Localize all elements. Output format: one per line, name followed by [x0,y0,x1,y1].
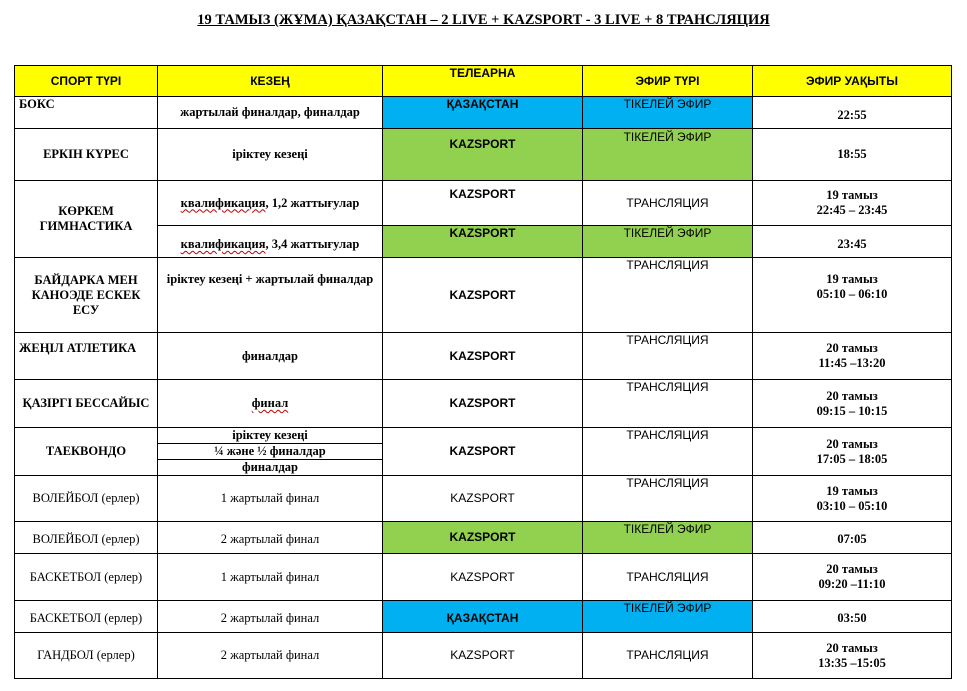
type-cell: ТРАНСЛЯЦИЯ [583,633,753,679]
sport-cell: БАСКЕТБОЛ (ерлер) [15,554,158,601]
stage-item: ¼ және ½ финалдар [158,444,382,460]
channel-cell: KAZSPORT [383,226,583,258]
table-row [15,633,952,679]
type-cell: ТРАНСЛЯЦИЯ [583,333,753,380]
table-row [15,428,952,476]
time-date: 19 тамыз [826,272,878,286]
channel-cell: KAZSPORT [383,476,583,522]
stage-cell [158,226,383,258]
time-cell [753,181,952,226]
time-range: 03:10 – 05:10 [816,498,888,513]
stage-cell: 2 жартылай финал [158,633,383,679]
stage-item: іріктеу кезеңі [158,428,382,444]
table-row [15,258,952,333]
table-row [15,333,952,380]
stage-cell [158,428,383,476]
stage-word: квалификация [180,237,266,251]
header-sport: СПОРТ ТҮРІ [15,66,158,97]
sport-cell: БАСКЕТБОЛ (ерлер) [15,601,158,633]
stage-cell: 1 жартылай финал [158,554,383,601]
stage-cell: іріктеу кезеңі + жартылай финалдар [158,258,383,333]
time-cell [753,554,952,601]
time-range: 09:15 – 10:15 [816,403,888,418]
stage-cell: 2 жартылай финал [158,601,383,633]
time-date: 20 тамыз [826,388,878,403]
table-row [15,129,952,181]
stage-rest: , 3,4 жаттығулар [265,237,360,251]
channel-cell: ҚАЗАҚСТАН [383,601,583,633]
time-cell [753,258,952,333]
header-type: ЭФИР ТҮРІ [583,66,753,97]
channel-cell: KAZSPORT [383,333,583,380]
channel-cell: KAZSPORT [383,181,583,226]
channel-cell: KAZSPORT [383,522,583,554]
stage-item: финалдар [242,460,298,474]
stage-cell: іріктеу кезеңі [158,129,383,181]
time-cell: 22:55 [753,97,952,129]
channel-cell: KAZSPORT [383,380,583,428]
time-cell [753,333,952,380]
type-cell: ТІКЕЛЕЙ ЭФИР [583,601,753,633]
sport-cell: ЕРКІН КҮРЕС [15,129,158,181]
channel-cell: KAZSPORT [383,633,583,679]
sport-cell: ГАНДБОЛ (ерлер) [15,633,158,679]
table-row [15,476,952,522]
time-cell: 23:45 [753,226,952,258]
type-cell: ТРАНСЛЯЦИЯ [583,476,753,522]
time-cell: 03:50 [753,601,952,633]
stage-cell: 2 жартылай финал [158,522,383,554]
time-date: 19 тамыз [826,483,878,498]
time-cell: 07:05 [753,522,952,554]
time-range: 09:20 –11:10 [818,577,886,591]
type-cell: ТРАНСЛЯЦИЯ [583,380,753,428]
channel-cell: KAZSPORT [383,258,583,333]
time-range: 11:45 –13:20 [818,356,886,370]
time-range: 13:35 –15:05 [818,655,886,670]
stage-cell: финалдар [158,333,383,380]
header-stage: КЕЗЕҢ [158,66,383,97]
table-row [15,601,952,633]
channel-cell: ҚАЗАҚСТАН [383,97,583,129]
channel-cell: KAZSPORT [383,129,583,181]
stage-word: финал [251,396,289,410]
stage-rest: , 1,2 жаттығулар [265,195,360,210]
sport-cell: ТАЕКВОНДО [15,428,158,476]
time-cell [753,428,952,476]
time-range: 22:45 – 23:45 [816,203,888,217]
channel-cell: KAZSPORT [383,428,583,476]
sport-cell: ЖЕҢІЛ АТЛЕТИКА [15,333,158,380]
table-row [15,522,952,554]
sport-cell: БОКС [15,97,158,129]
time-cell: 18:55 [753,129,952,181]
stage-cell [158,181,383,226]
sport-cell: ВОЛЕЙБОЛ (ерлер) [15,522,158,554]
table-row [15,554,952,601]
channel-cell: KAZSPORT [383,554,583,601]
sport-cell: ВОЛЕЙБОЛ (ерлер) [15,476,158,522]
time-range: 05:10 – 06:10 [816,287,888,301]
type-cell: ТРАНСЛЯЦИЯ [583,258,753,333]
header-time: ЭФИР УАҚЫТЫ [753,66,952,97]
sport-cell: КӨРКЕМ ГИМНАСТИКА [15,181,158,258]
time-date: 19 тамыз [826,188,878,202]
stage-list [158,428,382,475]
type-cell: ТІКЕЛЕЙ ЭФИР [583,97,753,129]
stage-cell: жартылай финалдар, финалдар [158,97,383,129]
time-range: 17:05 – 18:05 [816,451,888,466]
table-row [15,181,952,226]
broadcast-schedule-table [14,65,952,679]
time-date: 20 тамыз [826,562,878,576]
table-row [15,97,952,129]
time-date: 20 тамыз [826,640,878,655]
stage-cell [158,380,383,428]
sport-cell: ҚАЗІРГІ БЕССАЙЫС [15,380,158,428]
type-cell: ТІКЕЛЕЙ ЭФИР [583,522,753,554]
type-cell: ТРАНСЛЯЦИЯ [583,181,753,226]
time-cell [753,633,952,679]
time-date: 20 тамыз [826,341,878,355]
type-cell: ТРАНСЛЯЦИЯ [583,554,753,601]
page-title: 19 ТАМЫЗ (ЖҰМА) ҚАЗАҚСТАН – 2 LIVE + KAZSPORT - 3 LIVE + 8 ТРАНСЛЯЦИЯ [197,12,770,28]
time-cell [753,380,952,428]
type-cell: ТІКЕЛЕЙ ЭФИР [583,226,753,258]
time-cell [753,476,952,522]
stage-word: квалификация [180,195,266,210]
time-date: 20 тамыз [826,436,878,451]
header-channel: ТЕЛЕАРНА [383,66,583,97]
table-header-row [15,66,952,97]
sport-cell: БАЙДАРКА МЕН КАНОЭДЕ ЕСКЕК ЕСУ [15,258,158,333]
type-cell: ТРАНСЛЯЦИЯ [583,428,753,476]
type-cell: ТІКЕЛЕЙ ЭФИР [583,129,753,181]
table-row [15,380,952,428]
stage-cell: 1 жартылай финал [158,476,383,522]
